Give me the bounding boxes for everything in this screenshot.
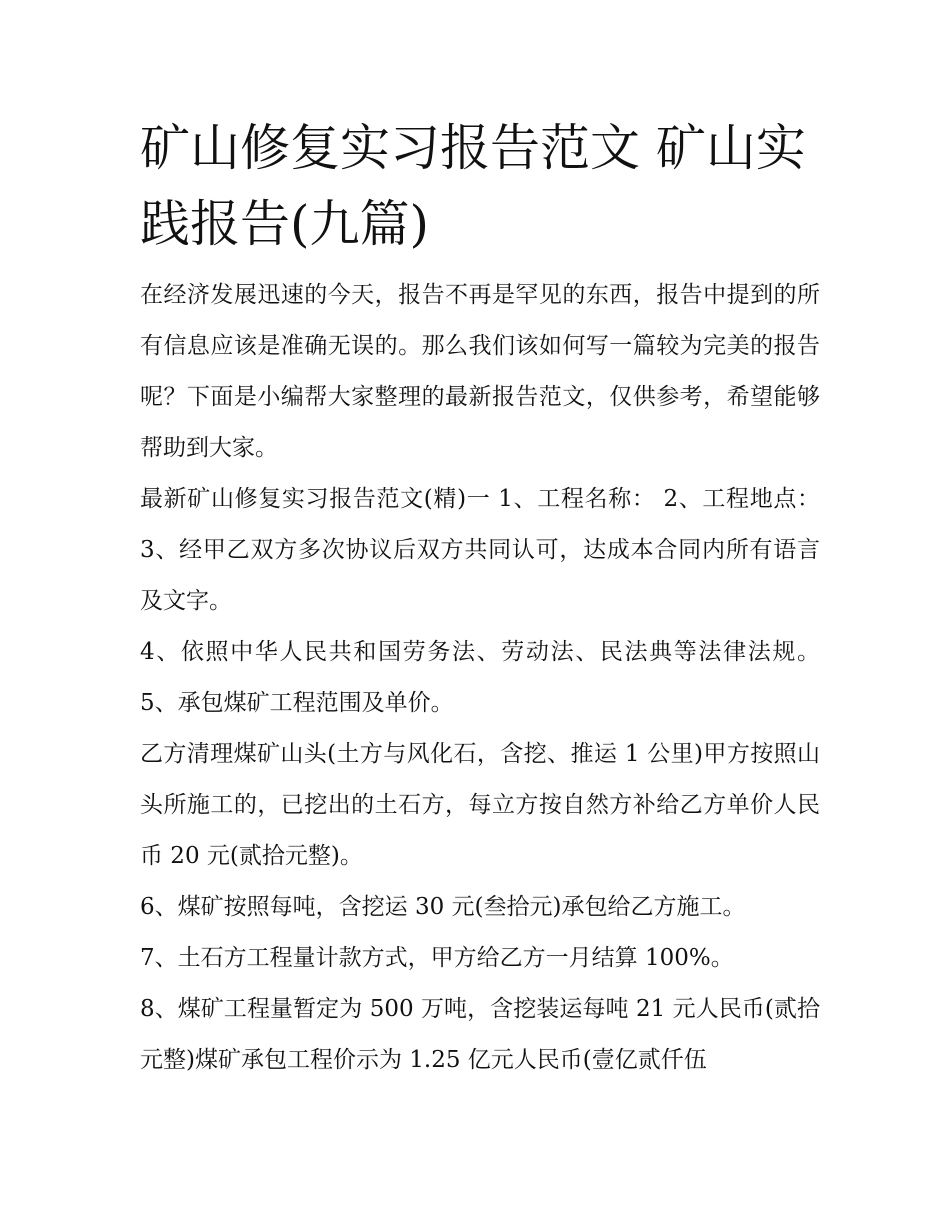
paragraph-intro: 在经济发展迅速的今天，报告不再是罕见的东西，报告中提到的所有信息应该是准确无误的。那么我们该如何写一篇较为完美的报告呢？下面是小编帮大家整理的最新报告范文，仅供参考，希望能够帮助到大家。: [140, 282, 820, 461]
paragraph-items-4-5: 4、依照中华人民共和国劳务法、劳动法、民法典等法律法规。 5、承包煤矿工程范围及单价。: [140, 639, 820, 716]
paragraph-item-7: 7、土石方工程量计款方式，甲方给乙方一月结算 100%。: [140, 945, 734, 971]
paragraph-item-6: 6、煤矿按照每吨，含挖运 30 元(叁拾元)承包给乙方施工。: [140, 894, 746, 920]
document-page: [140, 110, 820, 1086]
paragraph-item-8: 8、煤矿工程量暂定为 500 万吨，含挖装运每吨 21 元人民币(贰拾元整)煤矿承包工程价示为 1.25 亿元人民币(壹亿贰仟伍: [140, 996, 820, 1073]
document-title: 矿山修复实习报告范文 矿山实践报告(九篇): [140, 119, 806, 253]
paragraph-party-b-clearing: 乙方清理煤矿山头(土方与风化石，含挖、推运 1 公里)甲方按照山头所施工的，已挖出的土石方，每立方按自然方补给乙方单价人民币 20 元(贰拾元整)。: [140, 741, 820, 869]
paragraph-items-1-3: 最新矿山修复实习报告范文(精)一 1、工程名称： 2、工程地点： 3、经甲乙双方多次协议后双方共同认可，达成本合同内所有语言及文字。: [140, 486, 820, 614]
